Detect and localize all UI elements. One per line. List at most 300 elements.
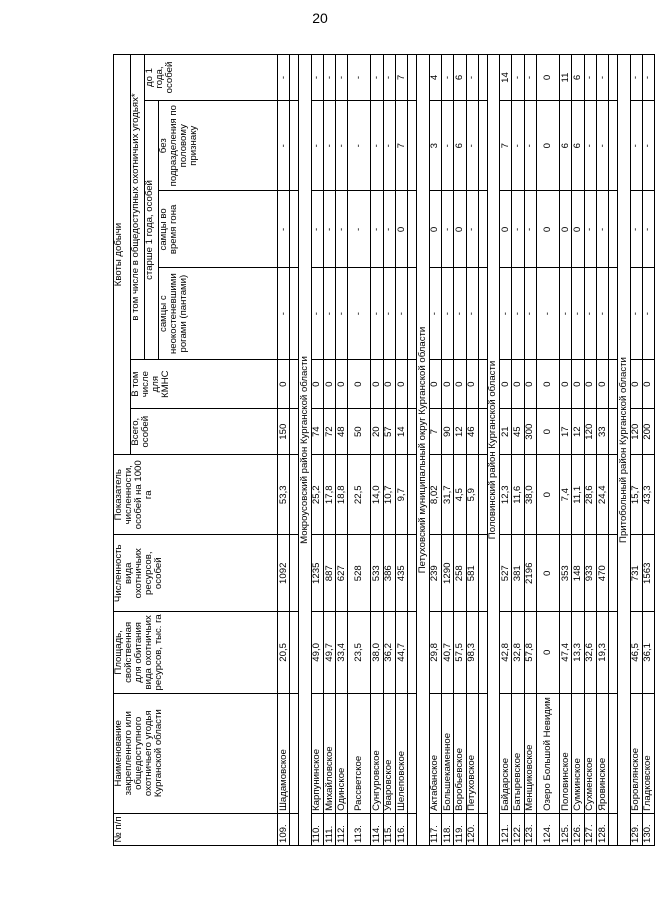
spacer-cell (609, 191, 618, 268)
col-header-older-group: старше 1 года, особей (145, 100, 159, 359)
cell-name: Озеро Большой Невидим (537, 693, 560, 813)
spacer-row (478, 55, 487, 846)
spacer-cell (408, 409, 417, 455)
cell-total: 12 (454, 409, 466, 455)
cell-count: 386 (383, 535, 395, 612)
section-title: Половинский район Курганской области (487, 55, 499, 846)
spacer-cell (290, 100, 299, 191)
table-row (572, 55, 584, 846)
cell-name: Сухменское (584, 693, 596, 813)
cell-name: Боровлянское (630, 693, 642, 813)
table-row (383, 55, 395, 846)
cell-area: 13,3 (572, 612, 584, 693)
cell-c4: - (336, 55, 348, 101)
cell-total: 120 (630, 409, 642, 455)
section-row (487, 55, 499, 846)
cell-n: 119. (454, 813, 466, 845)
spacer-cell (290, 535, 299, 612)
table-row (466, 55, 478, 846)
cell-name: Карпунинское (311, 693, 323, 813)
col-header-area: Площадь, свойственная для обитания вида охотничьих ресурсов, тыс. га (114, 612, 278, 693)
cell-c4: 0 (537, 55, 560, 101)
cell-c4: - (524, 55, 536, 101)
cell-density: 8,02 (429, 455, 441, 535)
cell-c4: 14 (500, 55, 512, 101)
spacer-cell (290, 409, 299, 455)
cell-c3: - (524, 100, 536, 191)
cell-kmns: 0 (537, 360, 560, 409)
spacer-cell (609, 409, 618, 455)
cell-total: 48 (336, 409, 348, 455)
cell-c4: - (348, 55, 371, 101)
cell-c3: 6 (560, 100, 572, 191)
table-row (336, 55, 348, 846)
spacer-cell (609, 55, 618, 101)
cell-area: 19,3 (596, 612, 608, 693)
cell-kmns: 0 (584, 360, 596, 409)
col-header-young: до 1 года, особей (145, 55, 278, 101)
cell-c2: 0 (429, 191, 441, 268)
col-header-unossified: самцы с неокостеневшими рогами (пантами) (159, 268, 278, 360)
cell-total: 120 (584, 409, 596, 455)
cell-density: 10,7 (383, 455, 395, 535)
cell-density: 22,5 (348, 455, 371, 535)
cell-c3: 7 (500, 100, 512, 191)
cell-c1: - (584, 268, 596, 360)
cell-c4: - (642, 55, 654, 101)
table-row (396, 55, 408, 846)
quota-table (113, 54, 655, 846)
cell-c3: - (371, 100, 383, 191)
spacer-cell (290, 55, 299, 101)
spacer-cell (478, 813, 487, 845)
cell-name: Байдарское (500, 693, 512, 813)
cell-total: 46 (466, 409, 478, 455)
cell-name: Михайловское (323, 693, 335, 813)
col-header-kmns: В том числе для КМНС (131, 360, 278, 409)
cell-c1: - (596, 268, 608, 360)
cell-c3: - (584, 100, 596, 191)
cell-c1: - (323, 268, 335, 360)
cell-kmns: 0 (524, 360, 536, 409)
cell-c1: - (630, 268, 642, 360)
cell-n: 120. (466, 813, 478, 845)
section-row (618, 55, 630, 846)
cell-c2: - (584, 191, 596, 268)
cell-c4: - (371, 55, 383, 101)
cell-total: 0 (537, 409, 560, 455)
cell-c1: - (572, 268, 584, 360)
cell-density: 25,2 (311, 455, 323, 535)
cell-n: 121. (500, 813, 512, 845)
cell-kmns: 0 (572, 360, 584, 409)
cell-c2: - (630, 191, 642, 268)
cell-name: Яровинское (596, 693, 608, 813)
cell-kmns: 0 (642, 360, 654, 409)
cell-count: 1092 (278, 535, 290, 612)
cell-n: 116. (396, 813, 408, 845)
cell-kmns: 0 (323, 360, 335, 409)
cell-total: 33 (596, 409, 608, 455)
table-row (512, 55, 524, 846)
cell-area: 38,0 (371, 612, 383, 693)
cell-name: Актабанское (429, 693, 441, 813)
cell-name: Шелеповское (396, 693, 408, 813)
col-header-public-group: в том числе в общедоступных охотничьих угодьях* (131, 55, 145, 360)
col-header-nosex: без подразделения по половому признаку (159, 100, 278, 191)
cell-name: Одинское (336, 693, 348, 813)
cell-density: 4,5 (454, 455, 466, 535)
cell-area: 98,3 (466, 612, 478, 693)
col-header-num: № п/п (114, 813, 278, 845)
spacer-cell (408, 693, 417, 813)
cell-c1: - (466, 268, 478, 360)
page-number: 20 (312, 10, 328, 26)
cell-kmns: 0 (383, 360, 395, 409)
spacer-cell (478, 268, 487, 360)
cell-kmns: 0 (311, 360, 323, 409)
cell-n: 111. (323, 813, 335, 845)
table-row (441, 55, 453, 846)
cell-c2: 0 (537, 191, 560, 268)
cell-count: 1290 (441, 535, 453, 612)
cell-kmns: 0 (560, 360, 572, 409)
cell-area: 42,8 (500, 612, 512, 693)
cell-c3: 3 (429, 100, 441, 191)
cell-c3: 6 (454, 100, 466, 191)
table-row (429, 55, 441, 846)
cell-count: 0 (537, 535, 560, 612)
cell-count: 528 (348, 535, 371, 612)
table-row (311, 55, 323, 846)
spacer-cell (290, 455, 299, 535)
cell-c2: 0 (454, 191, 466, 268)
cell-c4: 6 (572, 55, 584, 101)
cell-c2: - (642, 191, 654, 268)
cell-c2: - (336, 191, 348, 268)
cell-c1: - (348, 268, 371, 360)
cell-kmns: 0 (466, 360, 478, 409)
cell-n: 118. (441, 813, 453, 845)
spacer-cell (408, 268, 417, 360)
cell-total: 17 (560, 409, 572, 455)
cell-area: 20,5 (278, 612, 290, 693)
cell-density: 17,8 (323, 455, 335, 535)
cell-count: 1235 (311, 535, 323, 612)
cell-n: 125. (560, 813, 572, 845)
cell-total: 90 (441, 409, 453, 455)
spacer-cell (478, 55, 487, 101)
cell-c4: 7 (396, 55, 408, 101)
table-row (596, 55, 608, 846)
spacer-cell (290, 360, 299, 409)
section-title: Петуховский муниципальный округ Курганской области (417, 55, 429, 846)
cell-c2: - (348, 191, 371, 268)
cell-c1: - (278, 268, 290, 360)
section-title: Притобольный район Курганской области (618, 55, 630, 846)
cell-area: 36,2 (383, 612, 395, 693)
table-body (278, 55, 655, 846)
cell-count: 887 (323, 535, 335, 612)
cell-c4: 11 (560, 55, 572, 101)
col-header-total: Всего, особей (131, 409, 278, 455)
spacer-cell (609, 100, 618, 191)
cell-n: 109. (278, 813, 290, 845)
table-row (348, 55, 371, 846)
section-row (417, 55, 429, 846)
cell-c1: - (524, 268, 536, 360)
cell-kmns: 0 (278, 360, 290, 409)
cell-density: 53,3 (278, 455, 290, 535)
cell-density: 9,7 (396, 455, 408, 535)
cell-kmns: 0 (454, 360, 466, 409)
cell-n: 130. (642, 813, 654, 845)
cell-kmns: 0 (596, 360, 608, 409)
cell-c3: - (336, 100, 348, 191)
cell-count: 353 (560, 535, 572, 612)
cell-area: 44,7 (396, 612, 408, 693)
spacer-cell (609, 535, 618, 612)
cell-c4: - (512, 55, 524, 101)
cell-n: 129. (630, 813, 642, 845)
table-row (524, 55, 536, 846)
cell-c3: - (323, 100, 335, 191)
cell-area: 0 (537, 612, 560, 693)
cell-c2: - (278, 191, 290, 268)
cell-c1: - (336, 268, 348, 360)
cell-count: 381 (512, 535, 524, 612)
cell-total: 50 (348, 409, 371, 455)
cell-c4: 4 (429, 55, 441, 101)
cell-n: 123. (524, 813, 536, 845)
table-row (584, 55, 596, 846)
cell-total: 150 (278, 409, 290, 455)
cell-c3: - (383, 100, 395, 191)
cell-kmns: 0 (429, 360, 441, 409)
cell-c4: - (441, 55, 453, 101)
spacer-cell (609, 813, 618, 845)
cell-c4: - (630, 55, 642, 101)
cell-density: 18,8 (336, 455, 348, 535)
cell-density: 43,3 (642, 455, 654, 535)
spacer-cell (478, 409, 487, 455)
cell-density: 15,7 (630, 455, 642, 535)
cell-c1: - (429, 268, 441, 360)
spacer-cell (478, 455, 487, 535)
cell-kmns: 0 (396, 360, 408, 409)
spacer-row (609, 55, 618, 846)
cell-density: 11,1 (572, 455, 584, 535)
cell-count: 258 (454, 535, 466, 612)
cell-c4: - (584, 55, 596, 101)
cell-count: 731 (630, 535, 642, 612)
cell-area: 47,4 (560, 612, 572, 693)
spacer-cell (408, 535, 417, 612)
cell-total: 300 (524, 409, 536, 455)
cell-kmns: 0 (500, 360, 512, 409)
cell-density: 11,6 (512, 455, 524, 535)
cell-total: 74 (311, 409, 323, 455)
cell-n: 112. (336, 813, 348, 845)
cell-c3: - (642, 100, 654, 191)
cell-n: 114. (371, 813, 383, 845)
cell-c2: - (371, 191, 383, 268)
cell-area: 23,5 (348, 612, 371, 693)
cell-name: Воробьевское (454, 693, 466, 813)
cell-total: 45 (512, 409, 524, 455)
section-title: Мокроусовский район Курганской области (299, 55, 311, 846)
spacer-cell (609, 612, 618, 693)
table-row (454, 55, 466, 846)
cell-name: Гладковское (642, 693, 654, 813)
cell-n: 110. (311, 813, 323, 845)
cell-density: 28,6 (584, 455, 596, 535)
cell-name: Сунгуровское (371, 693, 383, 813)
cell-area: 29,8 (429, 612, 441, 693)
cell-c2: - (383, 191, 395, 268)
cell-c2: - (441, 191, 453, 268)
spacer-cell (478, 100, 487, 191)
cell-count: 933 (584, 535, 596, 612)
rotated-table-frame (113, 54, 654, 846)
cell-kmns: 0 (630, 360, 642, 409)
table-row (323, 55, 335, 846)
cell-c3: 0 (537, 100, 560, 191)
cell-c4: - (311, 55, 323, 101)
spacer-cell (408, 360, 417, 409)
cell-c2: - (524, 191, 536, 268)
spacer-cell (609, 693, 618, 813)
cell-n: 126. (572, 813, 584, 845)
cell-c1: - (537, 268, 560, 360)
cell-c2: - (323, 191, 335, 268)
cell-count: 533 (371, 535, 383, 612)
cell-kmns: 0 (441, 360, 453, 409)
cell-c3: 6 (572, 100, 584, 191)
cell-c4: - (596, 55, 608, 101)
spacer-cell (609, 360, 618, 409)
cell-c1: - (383, 268, 395, 360)
cell-kmns: 0 (512, 360, 524, 409)
cell-density: 12,3 (500, 455, 512, 535)
cell-count: 470 (596, 535, 608, 612)
cell-area: 36,1 (642, 612, 654, 693)
cell-c4: 6 (454, 55, 466, 101)
spacer-cell (408, 191, 417, 268)
cell-c4: - (323, 55, 335, 101)
cell-c2: 0 (396, 191, 408, 268)
cell-c2: 0 (572, 191, 584, 268)
cell-kmns: 0 (371, 360, 383, 409)
cell-name: Батыревское (512, 693, 524, 813)
cell-n: 127. (584, 813, 596, 845)
table-row (560, 55, 572, 846)
cell-count: 627 (336, 535, 348, 612)
cell-count: 1563 (642, 535, 654, 612)
cell-total: 200 (642, 409, 654, 455)
cell-total: 14 (396, 409, 408, 455)
cell-total: 72 (323, 409, 335, 455)
cell-c1: - (560, 268, 572, 360)
table-row (537, 55, 560, 846)
cell-name: Уваровское (383, 693, 395, 813)
spacer-cell (290, 813, 299, 845)
col-header-name: Наименование закрепленного или общедоступного охотничьего угодья Курганской области (114, 693, 278, 813)
cell-c1: - (396, 268, 408, 360)
col-header-density: Показатель численности, особей на 1000 га (114, 455, 278, 535)
cell-c3: - (278, 100, 290, 191)
spacer-cell (478, 191, 487, 268)
spacer-cell (408, 100, 417, 191)
cell-density: 7,4 (560, 455, 572, 535)
spacer-row (408, 55, 417, 846)
cell-count: 527 (500, 535, 512, 612)
cell-n: 115. (383, 813, 395, 845)
table-row (278, 55, 290, 846)
cell-total: 57 (383, 409, 395, 455)
cell-n: 122. (512, 813, 524, 845)
section-row (299, 55, 311, 846)
cell-c3: - (466, 100, 478, 191)
cell-c2: - (466, 191, 478, 268)
spacer-cell (609, 455, 618, 535)
cell-name: Большекаменное (441, 693, 453, 813)
cell-count: 239 (429, 535, 441, 612)
cell-total: 7 (429, 409, 441, 455)
cell-c4: - (278, 55, 290, 101)
cell-total: 21 (500, 409, 512, 455)
cell-area: 33,4 (336, 612, 348, 693)
cell-c3: - (630, 100, 642, 191)
cell-name: Шадамовское (278, 693, 290, 813)
cell-name: Сумкинское (572, 693, 584, 813)
cell-name: Рассветское (348, 693, 371, 813)
rotated-table (113, 54, 654, 846)
spacer-cell (478, 693, 487, 813)
cell-count: 581 (466, 535, 478, 612)
spacer-cell (478, 535, 487, 612)
cell-n: 128. (596, 813, 608, 845)
cell-c4: - (466, 55, 478, 101)
cell-density: 5,9 (466, 455, 478, 535)
cell-n: 113. (348, 813, 371, 845)
cell-c3: - (311, 100, 323, 191)
spacer-cell (609, 268, 618, 360)
table-row (630, 55, 642, 846)
cell-c2: - (596, 191, 608, 268)
cell-name: Петуховское (466, 693, 478, 813)
spacer-cell (408, 55, 417, 101)
cell-density: 31,7 (441, 455, 453, 535)
cell-n: 124. (537, 813, 560, 845)
cell-area: 57,8 (524, 612, 536, 693)
spacer-cell (408, 813, 417, 845)
cell-c1: - (311, 268, 323, 360)
cell-c3: - (348, 100, 371, 191)
col-header-quota-group: Квоты добычи (114, 55, 131, 455)
cell-density: 24,4 (596, 455, 608, 535)
cell-c1: - (454, 268, 466, 360)
cell-c3: - (596, 100, 608, 191)
cell-total: 12 (572, 409, 584, 455)
spacer-cell (408, 455, 417, 535)
spacer-cell (290, 612, 299, 693)
cell-c2: 0 (560, 191, 572, 268)
cell-c3: - (512, 100, 524, 191)
cell-c2: - (512, 191, 524, 268)
cell-density: 38,0 (524, 455, 536, 535)
cell-density: 0 (537, 455, 560, 535)
